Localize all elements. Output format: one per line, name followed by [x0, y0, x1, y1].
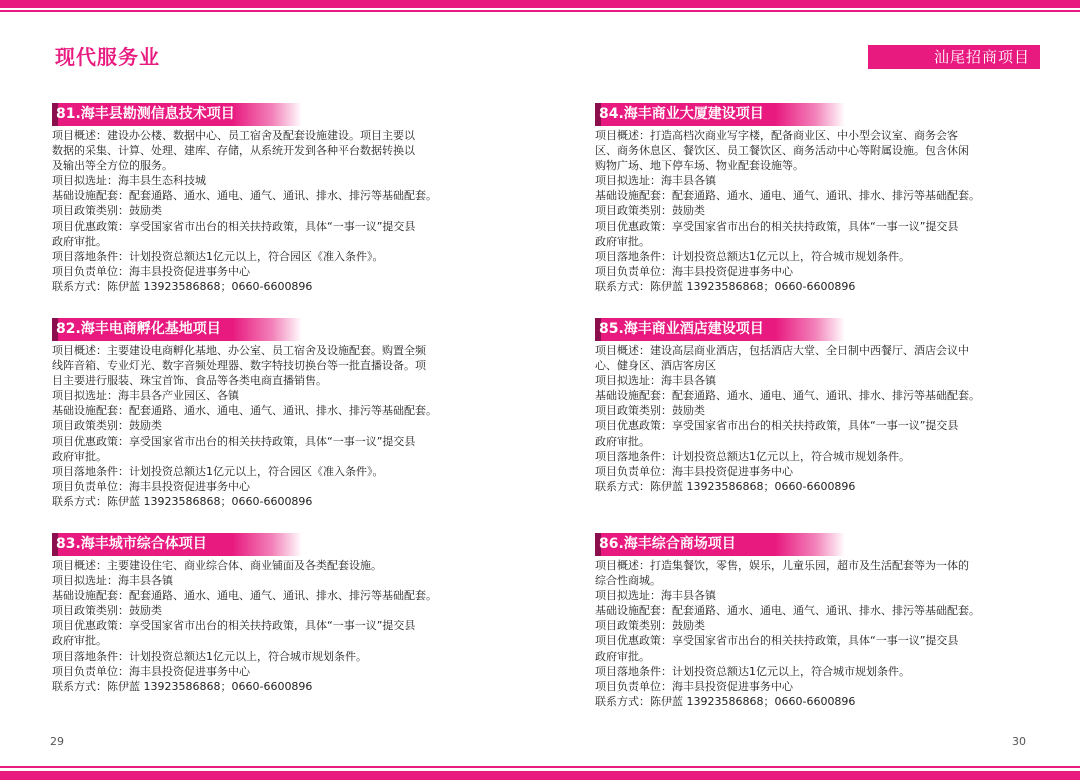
project-detail-line: 项目优惠政策：享受国家省市出台的相关扶持政策，具体“一事一议”提交县 [595, 419, 959, 433]
project-detail-line: 项目拟选址：海丰县各镇 [52, 574, 173, 588]
project-body [52, 558, 492, 694]
project-detail-line: 项目优惠政策：享受国家省市出台的相关扶持政策，具体“一事一议”提交县 [595, 634, 959, 648]
project-detail-line: 项目优惠政策：享受国家省市出台的相关扶持政策，具体“一事一议”提交县 [52, 434, 416, 448]
project-title: 83.海丰城市综合体项目 [56, 536, 207, 552]
project-detail-line: 项目拟选址：海丰县各镇 [595, 374, 716, 388]
project-detail-line: 项目负责单位：海丰县投资促进事务中心 [52, 664, 250, 678]
project-detail-line: 项目概述：主要建设电商孵化基地、办公室、员工宿舍及设施配套。购置全频 [52, 344, 426, 357]
project-detail-line: 区、商务休息区、餐饮区、员工餐饮区、商务活动中心等附属设施。包含休闲 [595, 144, 969, 158]
project-item [595, 318, 1035, 494]
page-number-left: 29 [50, 735, 64, 748]
project-header [595, 318, 845, 341]
project-detail-line: 基础设施配套：配套通路、通水、通电、通气、通讯、排水、排污等基础配套。 [52, 189, 437, 203]
project-detail-line: 项目概述：打造集餐饮，零售，娱乐，儿童乐园，超市及生活配套等为一体的 [595, 559, 969, 572]
project-detail-line: 项目负责单位：海丰县投资促进事务中心 [52, 479, 250, 493]
project-detail-line: 联系方式：陈伊蓝 13923586868；0660-6600896 [52, 279, 313, 293]
project-header [52, 103, 302, 126]
project-item [595, 533, 1035, 709]
project-detail-line: 项目优惠政策：享受国家省市出台的相关扶持政策，具体“一事一议”提交县 [595, 219, 959, 233]
project-detail-line: 政府审批。 [595, 434, 650, 448]
project-detail-line: 及输出等全方位的服务。 [52, 159, 173, 173]
project-title: 86.海丰综合商场项目 [599, 536, 736, 552]
project-detail-line: 项目政策类别：鼓励类 [595, 619, 705, 633]
project-detail-line: 联系方式：陈伊蓝 13923586868；0660-6600896 [595, 479, 856, 493]
project-detail-line: 联系方式：陈伊蓝 13923586868；0660-6600896 [52, 679, 313, 693]
project-detail-line: 项目负责单位：海丰县投资促进事务中心 [595, 679, 793, 693]
project-detail-line: 项目政策类别：鼓励类 [52, 419, 162, 433]
project-header [52, 533, 302, 556]
project-detail-line: 项目拟选址：海丰县各产业园区、各镇 [52, 389, 239, 403]
project-detail-line: 项目概述：主要建设住宅、商业综合体、商业铺面及各类配套设施。 [52, 559, 382, 572]
project-detail-line: 项目优惠政策：享受国家省市出台的相关扶持政策，具体“一事一议”提交县 [52, 219, 416, 233]
project-title: 84.海丰商业大厦建设项目 [599, 106, 764, 122]
project-detail-line: 项目政策类别：鼓励类 [595, 404, 705, 418]
project-detail-line: 项目政策类别：鼓励类 [52, 604, 162, 618]
project-title: 81.海丰县勘测信息技术项目 [56, 106, 235, 122]
project-item [52, 318, 492, 509]
project-detail-line: 购物广场、地下停车场、物业配套设施等。 [595, 159, 804, 173]
project-detail-line: 数据的采集、计算、处理、建库、存储，从系统开发到各种平台数据转换以 [52, 144, 415, 158]
project-detail-line: 项目落地条件：计划投资总额达1亿元以上，符合园区《准入条件》。 [52, 464, 384, 478]
top-bar-thin [0, 10, 1080, 12]
project-detail-line: 基础设施配套：配套通路、通水、通电、通气、通讯、排水、排污等基础配套。 [52, 404, 437, 418]
project-detail-line: 基础设施配套：配套通路、通水、通电、通气、通讯、排水、排污等基础配套。 [595, 389, 980, 403]
project-detail-line: 政府审批。 [52, 634, 107, 648]
project-detail-line: 项目落地条件：计划投资总额达1亿元以上，符合城市规划条件。 [595, 249, 910, 263]
bottom-bar-thick [0, 771, 1080, 780]
project-detail-line: 项目拟选址：海丰县各镇 [595, 174, 716, 188]
project-detail-line: 项目政策类别：鼓励类 [595, 204, 705, 218]
project-item [52, 103, 492, 294]
project-detail-line: 联系方式：陈伊蓝 13923586868；0660-6600896 [595, 279, 856, 293]
project-detail-line: 项目落地条件：计划投资总额达1亿元以上，符合城市规划条件。 [52, 649, 367, 663]
project-detail-line: 基础设施配套：配套通路、通水、通电、通气、通讯、排水、排污等基础配套。 [52, 589, 437, 603]
project-detail-line: 政府审批。 [595, 649, 650, 663]
project-detail-line: 目主要进行服装、珠宝首饰、食品等各类电商直播销售。 [52, 374, 327, 388]
project-header [595, 533, 845, 556]
top-bar-thick [0, 0, 1080, 8]
bottom-bar-thin [0, 766, 1080, 768]
project-detail-line: 基础设施配套：配套通路、通水、通电、通气、通讯、排水、排污等基础配套。 [595, 189, 980, 203]
project-detail-line: 项目拟选址：海丰县各镇 [595, 589, 716, 603]
project-detail-line: 项目落地条件：计划投资总额达1亿元以上，符合城市规划条件。 [595, 449, 910, 463]
project-detail-line: 政府审批。 [52, 449, 107, 463]
section-title: 现代服务业 [55, 45, 160, 69]
page-number-right: 30 [1012, 735, 1026, 748]
project-detail-line: 心、健身区、酒店客房区 [595, 359, 716, 373]
project-detail-line: 项目落地条件：计划投资总额达1亿元以上，符合城市规划条件。 [595, 664, 910, 678]
project-detail-line: 联系方式：陈伊蓝 13923586868；0660-6600896 [52, 494, 313, 508]
project-header [595, 103, 845, 126]
project-detail-line: 政府审批。 [595, 234, 650, 248]
project-detail-line: 线阵音箱、专业灯光、数字音频处理器、数字特技切换台等一批直播设备。项 [52, 359, 426, 373]
project-detail-line: 项目负责单位：海丰县投资促进事务中心 [595, 264, 793, 278]
project-detail-line: 项目落地条件：计划投资总额达1亿元以上，符合园区《准入条件》。 [52, 249, 384, 263]
project-body [595, 343, 1035, 494]
project-detail-line: 项目政策类别：鼓励类 [52, 204, 162, 218]
top-decor-bar [0, 0, 1080, 14]
project-detail-line: 项目概述：建设办公楼、数据中心、员工宿舍及配套设施建设。项目主要以 [52, 129, 415, 142]
project-detail-line: 联系方式：陈伊蓝 13923586868；0660-6600896 [595, 694, 856, 708]
bottom-decor-bar [0, 766, 1080, 780]
project-detail-line: 项目负责单位：海丰县投资促进事务中心 [595, 464, 793, 478]
project-detail-line: 项目优惠政策：享受国家省市出台的相关扶持政策，具体“一事一议”提交县 [52, 619, 416, 633]
project-item [595, 103, 1035, 294]
region-tag: 汕尾招商项目 [868, 45, 1040, 69]
project-title: 85.海丰商业酒店建设项目 [599, 321, 764, 337]
project-item [52, 533, 492, 694]
project-detail-line: 政府审批。 [52, 234, 107, 248]
project-body [52, 343, 492, 509]
project-detail-line: 项目概述：打造高档次商业写字楼，配备商业区、中小型会议室、商务会客 [595, 129, 958, 142]
project-body [595, 558, 1035, 709]
project-detail-line: 项目拟选址：海丰县生态科技城 [52, 174, 206, 188]
project-detail-line: 综合性商城。 [595, 574, 661, 588]
project-title: 82.海丰电商孵化基地项目 [56, 321, 221, 337]
project-detail-line: 项目概述：建设高层商业酒店，包括酒店大堂、全日制中西餐厅、酒店会议中 [595, 344, 969, 357]
project-body [52, 128, 492, 294]
project-detail-line: 项目负责单位：海丰县投资促进事务中心 [52, 264, 250, 278]
project-detail-line: 基础设施配套：配套通路、通水、通电、通气、通讯、排水、排污等基础配套。 [595, 604, 980, 618]
project-header [52, 318, 302, 341]
project-body [595, 128, 1035, 294]
